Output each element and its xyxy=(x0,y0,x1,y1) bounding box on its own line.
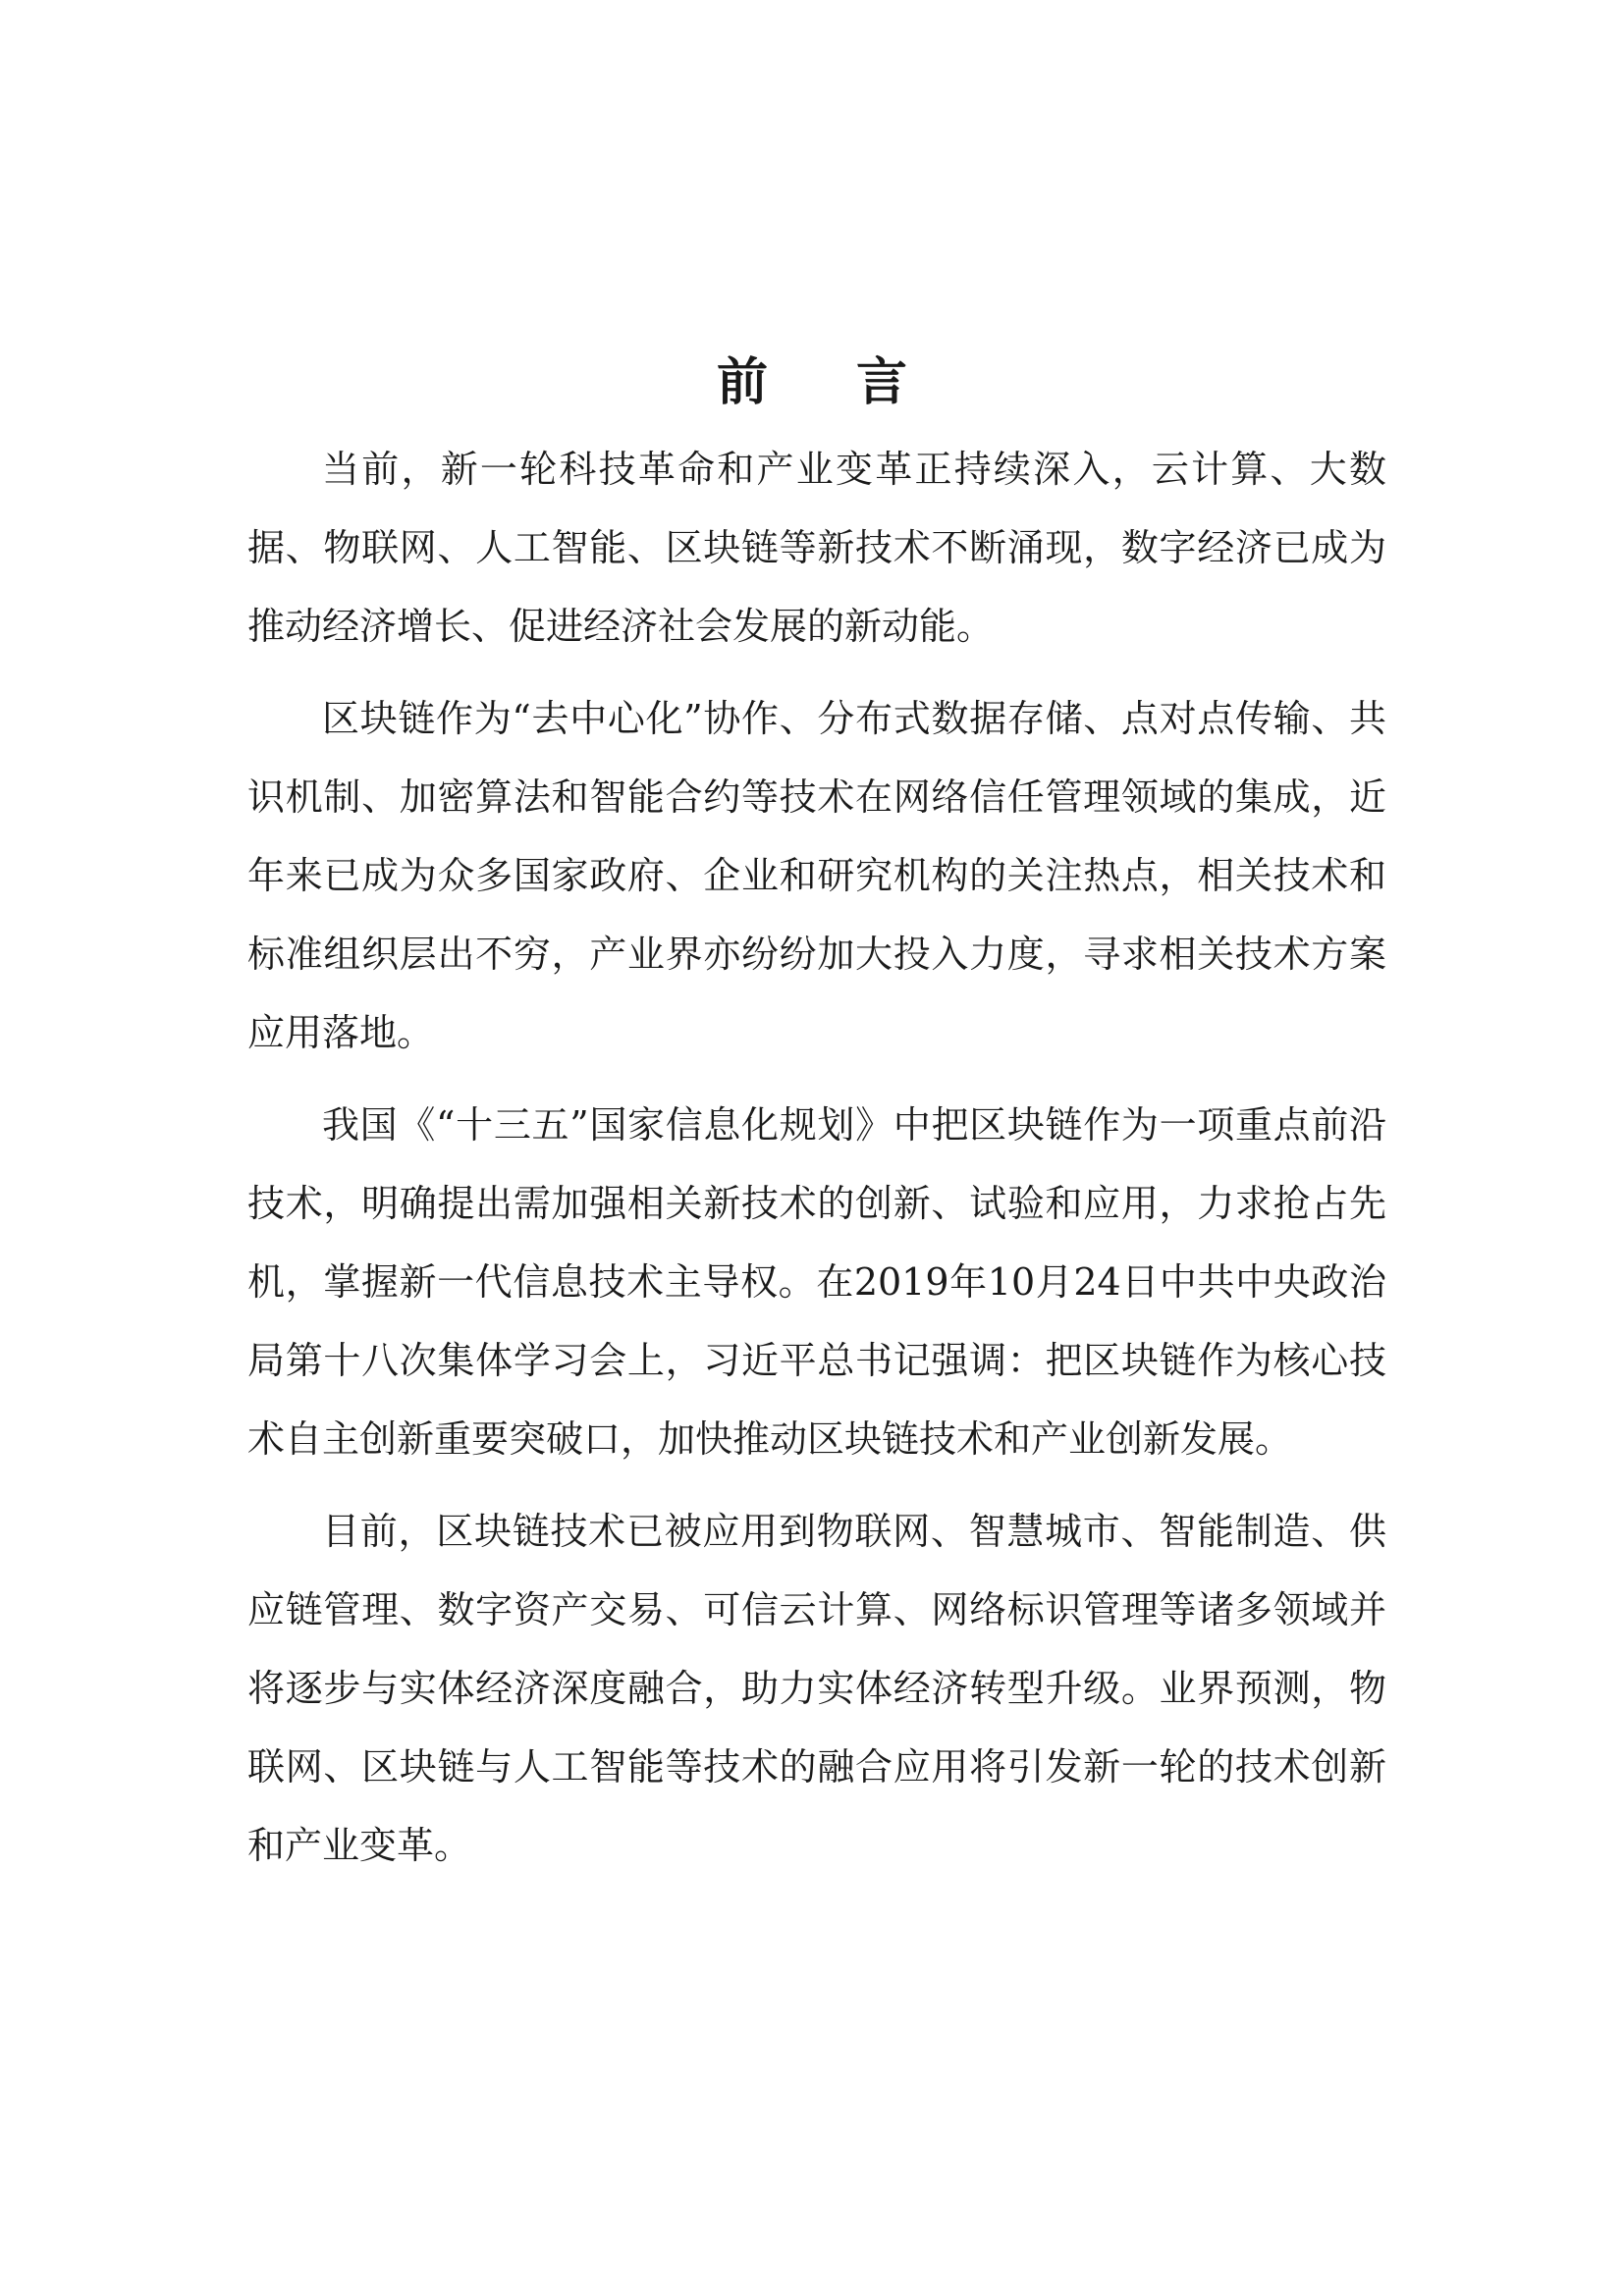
body-text xyxy=(247,430,1386,1898)
paragraph: 当前，新一轮科技革命和产业变革正持续深入，云计算、大数据、物联网、人工智能、区块链等新技术不断涌现，数字经济已成为推动经济增长、促进经济社会发展的新动能。 xyxy=(247,448,1386,648)
paragraph: 区块链作为“去中心化”协作、分布式数据存储、点对点传输、共识机制、加密算法和智能合约等技术在网络信任管理领域的集成，近年来已成为众多国家政府、企业和研究机构的关注热点，相关技术和标准组织层出不穷，产业界亦纷纷加大投入力度，寻求相关技术方案应用落地。 xyxy=(247,697,1386,1054)
paragraph: 目前，区块链技术已被应用到物联网、智慧城市、智能制造、供应链管理、数字资产交易、可信云计算、网络标识管理等诸多领域并将逐步与实体经济深度融合，助力实体经济转型升级。业界预测，物联网、区块链与人工智能等技术的融合应用将引发新一轮的技术创新和产业变革。 xyxy=(247,1510,1386,1867)
paragraph: 我国《“十三五”国家信息化规划》中把区块链作为一项重点前沿技术，明确提出需加强相关新技术的创新、试验和应用，力求抢占先机，掌握新一代信息技术主导权。在2019年10月24日中共中央政治局第十八次集体学习会上，习近平总书记强调：把区块链作为核心技术自主创新重要突破口，加快推动区块链技术和产业创新发展。 xyxy=(247,1103,1386,1461)
page-title: 前言 xyxy=(716,352,996,412)
